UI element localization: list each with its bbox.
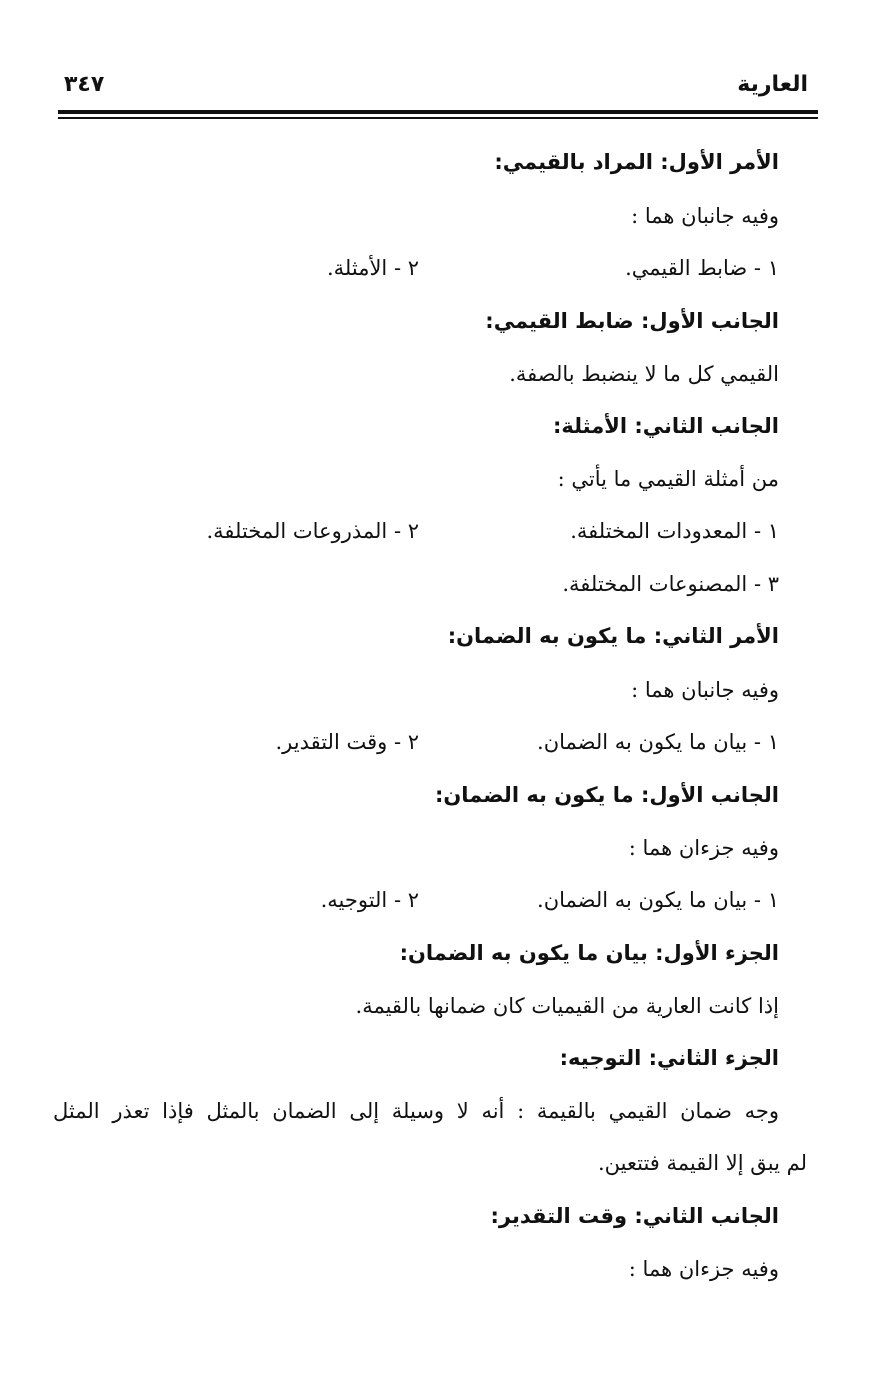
list-item: ١ - بيان ما يكون به الضمان. (537, 888, 779, 912)
page-header (58, 72, 808, 106)
part-heading-1: الجزء الأول: بيان ما يكون به الضمان: (399, 941, 779, 965)
part-heading-2: الجزء الثاني: التوجيه: (559, 1046, 779, 1070)
header-rule-thin (58, 117, 818, 119)
paragraph-3: من أمثلة القيمي ما يأتي : (557, 467, 779, 491)
paragraph-4: وفيه جانبان هما : (631, 678, 779, 702)
list-item: ١ - بيان ما يكون به الضمان. (537, 730, 779, 754)
subsection-heading-2: الجانب الثاني: الأمثلة: (552, 414, 779, 438)
paragraph-7-line-1: وجه ضمان القيمي بالقيمة : أنه لا وسيلة إلى الضمان بالمثل فإذا تعذر المثل (53, 1099, 779, 1123)
paragraph-7-line-2: لم يبق إلا القيمة فتتعين. (597, 1151, 807, 1175)
list-item: ٢ - وقت التقدير. (275, 730, 419, 754)
paragraph-5: وفيه جزءان هما : (628, 836, 779, 860)
section-heading-1: الأمر الأول: المراد بالقيمي: (494, 150, 779, 174)
paragraph-6: إذا كانت العارية من القيميات كان ضمانها بالقيمة. (355, 994, 779, 1018)
subsection-heading-3: الجانب الأول: ما يكون به الضمان: (434, 783, 779, 807)
paragraph-8: وفيه جزءان هما : (628, 1257, 779, 1281)
list-item: ٣ - المصنوعات المختلفة. (562, 572, 779, 596)
list-item: ١ - المعدودات المختلفة. (570, 519, 779, 543)
header-rule-thick (58, 110, 818, 114)
subsection-heading-4: الجانب الثاني: وقت التقدير: (490, 1204, 779, 1228)
page-number: ٣٤٧ (64, 72, 105, 97)
paragraph-1: وفيه جانبان هما : (631, 204, 779, 228)
list-item: ٢ - الأمثلة. (326, 256, 419, 280)
paragraph-2: القيمي كل ما لا ينضبط بالصفة. (509, 362, 779, 386)
subsection-heading-1: الجانب الأول: ضابط القيمي: (485, 309, 779, 333)
section-heading-2: الأمر الثاني: ما يكون به الضمان: (447, 624, 779, 648)
list-item: ٢ - التوجيه. (320, 888, 419, 912)
list-item: ١ - ضابط القيمي. (625, 256, 779, 280)
list-item: ٢ - المذروعات المختلفة. (206, 519, 419, 543)
running-title: العارية (737, 72, 808, 97)
